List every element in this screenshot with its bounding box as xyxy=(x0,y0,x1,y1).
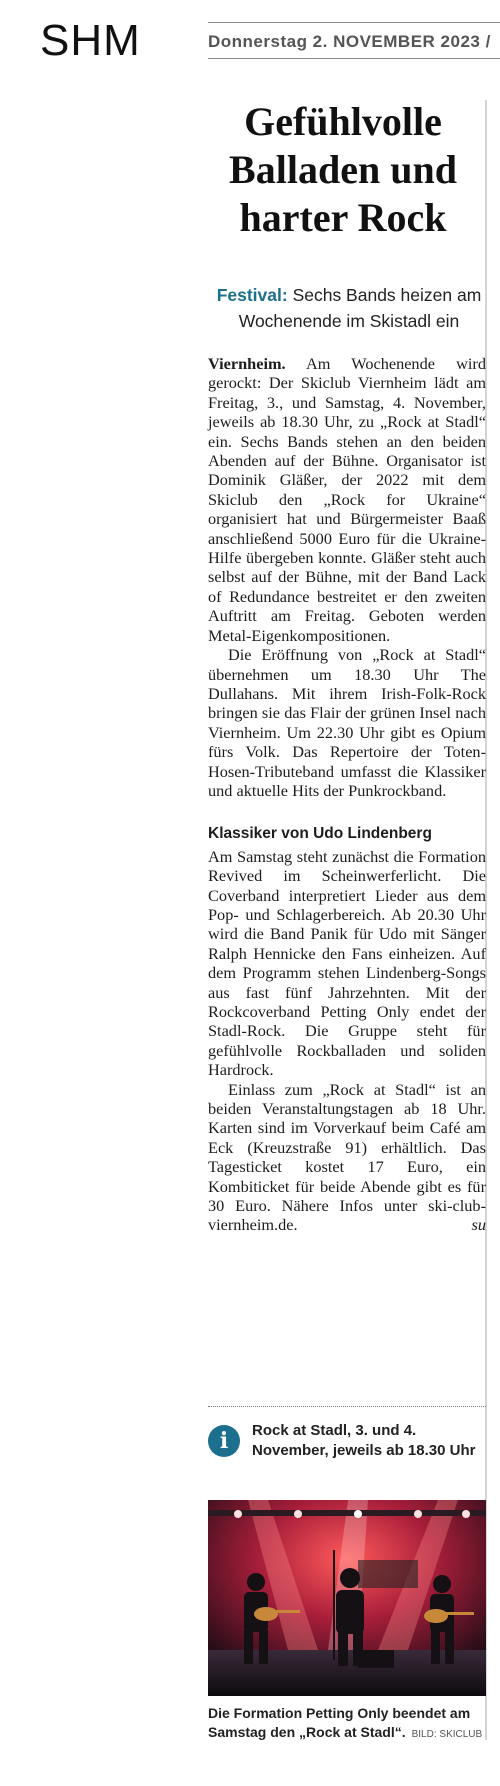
paragraph-1 xyxy=(208,354,486,645)
subheadline xyxy=(208,282,490,334)
photo-credit: BILD: SKICLUB xyxy=(411,1729,483,1740)
concert-photo xyxy=(208,1500,486,1696)
subheading: Klassiker von Udo Lindenberg xyxy=(208,825,432,843)
masthead-label: SHM xyxy=(40,16,141,65)
concert-photo-illustration xyxy=(208,1500,486,1696)
paragraph-1-text: Am Wochenende wird gerockt: Der Skiclub Viernheim lädt am Freitag, 3., und Samstag, 4. November, jeweils ab 18.30 Uhr, zu „Rock at Stadl“ ein. Sechs Bands stehen an den beiden Abenden auf der Bühne. Organisator ist Dominik Gläßer, der 2022 mit dem Skiclub den „Rock for Ukraine“ organisiert hat und Bürgermeister Baaß anschließend 5000 Euro für die Ukraine-Hilfe übergeben konnte. Gläßer steht auch selbst auf der Bühne, mit der Band Lack of Redundance bestreitet er den zweiten Auftritt am Freitag. Geboten werden Metal-Eigenkompositionen. xyxy=(208,354,486,645)
dateline: Donnerstag 2. NOVEMBER 2023 / xyxy=(208,32,491,51)
paragraph-3: Am Samstag steht zunächst die Formation Revived im Scheinwerferlicht. Die Coverband interpretiert Lieder aus dem Pop- und Schlagerbereich. Ab 20.30 Uhr wird die Band Panik für Udo mit Sänger Ralph Hennicke den Fans einheizen. Auf dem Programm stehen Lindenberg-Songs aus fast fünf Jahrzehnten. Mit der Rockcoverband Petting Only endet der Stadl-Rock. Die Gruppe steht für gefühlvolle Rockballaden und soliden Hardrock. xyxy=(208,846,486,1080)
caption-text: Die Formation Petting Only beendet am Samstag den „Rock at Stadl“. xyxy=(208,1705,471,1740)
subhead-text: Sechs Bands heizen am Wochenende im Skistadl ein xyxy=(238,285,482,331)
article-body xyxy=(208,354,486,1235)
kicker: Festival: xyxy=(216,285,288,305)
paragraph-4-text: Einlass zum „Rock at Stadl“ ist an beiden Veranstaltungstagen ab 18 Uhr. Karten sind im Vorverkauf beim Café am Eck (Kreuzstraße 91) erhältlich. Das Tagesticket kostet 17 Euro, ein Kombiticket für beide Abende gibt es für 30 Euro. Nähere Infos unter ski-club-viernheim.de. xyxy=(208,1079,486,1235)
paragraph-2: Die Eröffnung von „Rock at Stadl“ übernehmen um 18.30 Uhr The Dullahans. Mit ihrem Irish-Folk-Rock bringen sie das Flair der grünen Insel nach Viernheim. Um 22.30 Uhr gibt es Opium fürs Volk. Das Repertoire der Toten-Hosen-Tributeband umfasst die Klassiker und aktuelle Hits der Punkrockband. xyxy=(208,645,486,800)
author-initials: su xyxy=(471,1215,486,1235)
headline: Gefühlvolle Balladen und harter Rock xyxy=(229,99,457,240)
info-box xyxy=(208,1406,486,1487)
info-icon: i xyxy=(208,1425,240,1457)
dateline-rule xyxy=(208,58,500,59)
top-rule xyxy=(208,22,500,23)
photo-caption xyxy=(208,1704,490,1744)
paragraph-4 xyxy=(208,1080,486,1235)
info-text: Rock at Stadl, 3. und 4. November, jeweils ab 18.30 Uhr xyxy=(252,1422,476,1459)
lead-place: Viernheim. xyxy=(208,354,286,373)
